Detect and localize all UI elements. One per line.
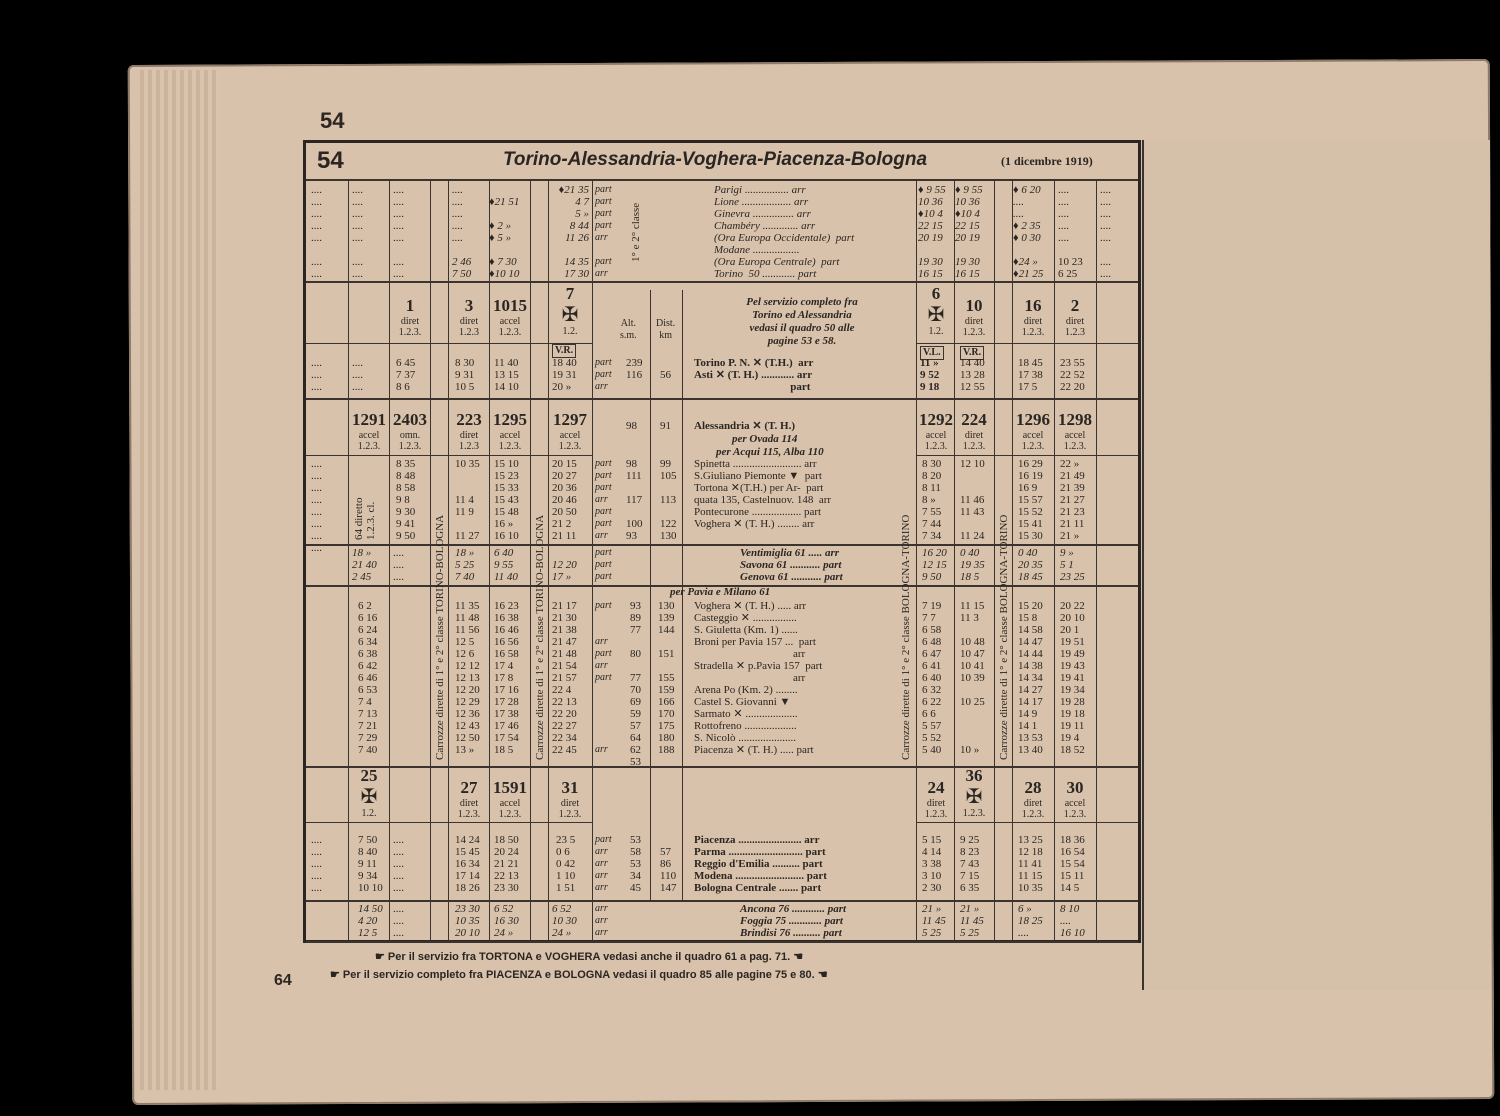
- top-col-2: .... .... .... .... .... .... ....: [352, 184, 363, 280]
- vrule-alt: [650, 290, 651, 900]
- s1-r1: 11 » 9 52 9 18: [920, 357, 940, 393]
- top-col-1: .... .... .... .... .... .... ....: [311, 184, 322, 280]
- s2-alt: 98 111 117 100 93: [626, 458, 643, 542]
- s3-l5: 12 20 17 »: [552, 559, 577, 583]
- s6-r4: 8 10 .... 16 10: [1060, 903, 1085, 939]
- train-number: 24: [927, 778, 945, 797]
- service-note: Pel servizio completo fra Torino ed Alessandria vedasi il quadro 50 alle pagine 53 e 58.: [746, 296, 858, 347]
- train-type: diret 1.2.3: [1065, 316, 1085, 338]
- train-31: [551, 778, 589, 820]
- train-type: diret 1.2.3: [459, 316, 479, 338]
- train-number: 1298: [1058, 410, 1092, 429]
- rule-train-b-l: [306, 455, 593, 456]
- top-class-note: 1° e 2° classe: [630, 202, 642, 262]
- s5-r4: 18 36 16 54 15 54 15 11 14 5: [1060, 834, 1085, 894]
- footnote-text: Per il servizio completo fra PIACENZA e BOLOGNA vedasi il quadro 85 alle pagine 75 e 80.: [342, 969, 815, 981]
- train-1292: [917, 410, 955, 452]
- s1-l6: 18 40 19 31 20 »: [552, 357, 577, 393]
- train-2403: [391, 410, 429, 452]
- train-type: 1.2.: [361, 808, 377, 819]
- vrule: [389, 179, 390, 941]
- top-r3: ♦ 6 20 .... .... ♦ 2 35 ♦ 0 30 ♦24 » ♦21 25: [1013, 184, 1044, 280]
- s2-l6: 20 15 20 27 20 36 20 46 20 50 21 2 21 11: [552, 458, 577, 542]
- train-type: omn. 1.2.3.: [398, 430, 422, 452]
- vrule: [592, 179, 593, 941]
- train-1295: [491, 410, 529, 452]
- s2-diretto-note: [353, 498, 377, 540]
- s4-r2: 11 15 11 3 10 48 10 47 10 41 10 39 10 25 10 »: [960, 600, 985, 756]
- train-number: 28: [1024, 778, 1042, 797]
- s4-km: 130 139 144 151 155 159 166 170 175 180 188: [658, 600, 675, 756]
- s6-r2: 21 » 11 45 5 25: [960, 903, 984, 939]
- s2-r2: 12 10 11 46 11 43 11 24: [960, 458, 985, 542]
- s6-r3: 6 » 18 25 ....: [1018, 903, 1043, 939]
- train-type: diret 1.2.3.: [1021, 316, 1045, 338]
- s4-stations: Voghera ✕ (T. H.) ..... arr Casteggio ✕ ................ S. Giuletta (Km. 1) ...... Broni per Pavia 157 ... part arr Stradella ✕ p.Pavia 157 part arr Arena Po (Km. 2) ........ Castel S. Giovanni ▼ Sarmato ✕ ................... Rottofreno ................... S. Nicolò ..................... Piacenza ✕ (T. H.) ..... part: [694, 600, 823, 756]
- train-number: 2: [1070, 296, 1080, 315]
- s1-l3: 6 45 7 37 8 6: [396, 357, 416, 393]
- pavia-note: per Pavia e Milano 61: [670, 586, 771, 598]
- s2-r1: 8 30 8 20 8 11 8 » 7 55 7 44 7 34: [922, 458, 942, 542]
- vrule: [994, 179, 995, 941]
- train-type: accel 1.2.3.: [498, 430, 522, 452]
- s4-l5: 21 17 21 30 21 38 21 47 21 48 21 54 21 57 22 4 22 13 22 20 22 27 22 34 22 45: [552, 600, 577, 756]
- s5-l0: .... .... .... .... ....: [311, 834, 322, 894]
- s3-l1: 18 » 21 40 2 45: [352, 547, 377, 583]
- s2-r4: 22 » 21 49 21 39 21 27 21 23 21 11 21 »: [1060, 458, 1085, 542]
- train-1298: [1056, 410, 1094, 452]
- s2-stations: Spinetta ......................... arr S.Giuliano Piemonte ▼ part Tortona ✕(T.H.) per Ar- part quata 135, Castelnuov. 148 arr Pontecurone .................. part Voghera ✕ (T. H.) ........ arr: [694, 458, 832, 530]
- train-number: 1591: [493, 778, 527, 797]
- train-1: [391, 296, 429, 338]
- crossed-axes-icon: ✠: [927, 304, 945, 326]
- note-text: 64 diretto 1.2.3. cl.: [353, 497, 377, 540]
- alessandria-station: Alessandria ✕ (T. H.): [694, 420, 795, 432]
- s4-l3: 11 35 11 48 11 56 12 5 12 6 12 12 12 13 12 20 12 29 12 36 12 43 12 50 13 »: [455, 600, 480, 756]
- train-number: 31: [561, 778, 579, 797]
- pointing-hand-icon: ☚: [790, 951, 804, 963]
- class-note-right-1: Carrozze dirette di 1° e 2° classe BOLOGNA-TORINO: [998, 514, 1010, 760]
- s6-l2: .... .... ....: [393, 903, 404, 939]
- class-note-right-2: Carrozze dirette di 1° e 2° classe BOLOGNA-TORINO: [900, 514, 912, 760]
- s1-l5: 11 40 13 15 14 10: [494, 357, 519, 393]
- crossed-axes-icon: ✠: [360, 786, 378, 808]
- vrule: [489, 179, 490, 941]
- train-number: 224: [961, 410, 987, 429]
- train-number: 16: [1024, 296, 1042, 315]
- s4-r3: 15 20 15 8 14 58 14 47 14 44 14 38 14 34 14 27 14 17 14 9 14 1 13 53 13 40: [1018, 600, 1043, 756]
- s6-l4: 6 52 16 30 24 »: [494, 903, 519, 939]
- vrule: [448, 179, 449, 941]
- rule-train-c-r: [916, 822, 1138, 823]
- train-type: 1.2.3.: [962, 808, 986, 819]
- top-r1: ♦ 9 55 10 36 ♦10 4 22 15 20 19 19 30 16 15: [918, 184, 946, 280]
- train-type: diret 1.2.3.: [457, 798, 481, 820]
- train-24: [917, 778, 955, 820]
- s2-part-arr: part part part arr part part arr: [595, 458, 612, 541]
- s6-l3: 23 30 10 35 20 10: [455, 903, 480, 939]
- s3-r3: 0 40 20 35 18 45: [1018, 547, 1043, 583]
- train-30: [1056, 778, 1094, 820]
- rule-train-head-l: [306, 343, 593, 344]
- dist-header: Dist. km: [656, 318, 676, 341]
- top-stations: Parigi ................ arr Lione .................. arr Ginevra ............... arr Chambéry ............. arr (Ora Europa Occidentale) part Modane ................. (Ora Europa Centrale) part Torino 50 ............ part: [714, 184, 855, 280]
- train-type: diret 1.2.3.: [962, 430, 986, 452]
- footnote-piacenza: [330, 968, 828, 981]
- top-col-4: .... .... .... .... .... 2 46 7 50: [452, 184, 472, 280]
- train-223: [450, 410, 488, 452]
- top-r2: ♦ 9 55 10 36 ♦10 4 22 15 20 19 19 30 16 15: [955, 184, 983, 280]
- train-16: [1014, 296, 1052, 338]
- s2-km: 99 105 113 122 130: [660, 458, 677, 542]
- alessandria-alt: 98: [626, 420, 637, 432]
- s1-km: 56: [660, 369, 671, 381]
- train-1591: [491, 778, 529, 820]
- s4-alt: 93 89 77 80 77 70 69 59 57 64 62 53: [630, 600, 641, 768]
- s1-l4: 8 30 9 31 10 5: [455, 357, 475, 393]
- s4-part-arr: part arr part arr part arr: [595, 600, 612, 755]
- s2-l3: 8 35 8 48 8 58 9 8 9 30 9 41 9 50: [396, 458, 416, 542]
- s4-r1: 7 19 7 7 6 58 6 48 6 47 6 41 6 40 6 32 6 22 6 6 5 57 5 52 5 40: [922, 600, 942, 756]
- vr-badge: V.R.: [552, 344, 576, 358]
- route-title: Torino-Alessandria-Voghera-Piacenza-Bologna: [503, 149, 928, 170]
- train-10: [955, 296, 993, 338]
- s6-l1: 14 50 4 20 12 5: [358, 903, 383, 939]
- train-1291: [350, 410, 388, 452]
- s2-l1: .... .... .... .... .... .... .... ....: [311, 458, 322, 554]
- train-type: accel 1.2.3.: [357, 430, 381, 452]
- train-number: 6: [931, 284, 941, 303]
- train-number: 2403: [393, 410, 427, 429]
- class-note-left-1: Carrozze dirette di 1° e 2° classe TORINO-BOLOGNA: [434, 514, 446, 760]
- train-type: accel 1.2.3.: [558, 430, 582, 452]
- train-number: 7: [565, 284, 575, 303]
- s5-l3: 14 24 15 45 16 34 17 14 18 26: [455, 834, 480, 894]
- s3-stations: Ventimiglia 61 ..... arr Savona 61 ........... part Genova 61 ........... part: [740, 547, 843, 583]
- vrule: [1012, 179, 1013, 941]
- s5-r1: 5 15 4 14 3 38 3 10 2 30: [922, 834, 942, 894]
- s5-l4: 18 50 20 24 21 21 22 13 23 30: [494, 834, 519, 894]
- train-number: 1015: [493, 296, 527, 315]
- s3-l2: .... .... ....: [393, 547, 404, 583]
- crossed-axes-icon: ✠: [561, 304, 579, 326]
- train-type: diret 1.2.3: [459, 430, 479, 452]
- rule-train-b-r: [916, 455, 1138, 456]
- rule-train-head-r: [916, 343, 1138, 344]
- train-number: 1292: [919, 410, 953, 429]
- train-number: 1296: [1016, 410, 1050, 429]
- train-7: [551, 284, 589, 337]
- train-type: accel 1.2.3.: [1063, 798, 1087, 820]
- s1-r3: 18 45 17 38 17 5: [1018, 357, 1043, 393]
- s5-km: 57 86 110 147: [660, 846, 677, 894]
- s3-l4: 6 40 9 55 11 40: [494, 547, 518, 583]
- top-col-3: .... .... .... .... .... .... ....: [393, 184, 404, 280]
- train-type: diret 1.2.3.: [1021, 798, 1045, 820]
- s1-l2: .... .... ....: [352, 357, 363, 393]
- train-6: [917, 284, 955, 337]
- s2-l5: 15 10 15 23 15 33 15 43 15 48 16 » 16 10: [494, 458, 519, 542]
- timetable-header: [303, 143, 1141, 179]
- s5-r3: 13 25 12 18 11 41 11 15 10 35: [1018, 834, 1043, 894]
- train-number: 25: [360, 766, 378, 785]
- s5-l1: 7 50 8 40 9 11 9 34 10 10: [358, 834, 383, 894]
- vl-badge: V.L.: [920, 346, 944, 360]
- top-r5: .... .... .... .... .... .... ....: [1100, 184, 1111, 280]
- train-25: [350, 766, 388, 819]
- s2-l4: 10 35 11 4 11 9 11 27: [455, 458, 480, 542]
- s1-part-arr: part part arr: [595, 357, 612, 392]
- edition-date: (1 dicembre 1919): [1001, 154, 1093, 168]
- class-note-left-2: Carrozze dirette di 1° e 2° classe TORINO-BOLOGNA: [534, 514, 546, 760]
- s5-stations: Piacenza ....................... arr Parma ........................... part Reggio d'Emilia .......... part Modena ......................... part Bologna Centrale ....... part: [694, 834, 827, 894]
- train-2: [1056, 296, 1094, 338]
- alessandria-ovada: per Ovada 114: [732, 433, 798, 445]
- vrule: [348, 179, 349, 941]
- train-3: [450, 296, 488, 338]
- s3-part: part part part: [595, 547, 612, 582]
- train-number: 30: [1066, 778, 1084, 797]
- alessandria-km: 91: [660, 420, 671, 432]
- s1-stations: Torino P. N. ✕ (T.H.) arr Asti ✕ (T. H.) ............ arr part: [694, 357, 814, 393]
- s6-stations: Ancona 76 ............ part Foggia 75 ............ part Brindisi 76 .......... part: [740, 903, 847, 939]
- s5-l2: .... .... .... .... ....: [393, 834, 404, 894]
- s1-l1: .... .... ....: [311, 357, 322, 393]
- train-number: 36: [965, 766, 983, 785]
- s1-r4: 23 55 22 52 22 20: [1060, 357, 1085, 393]
- s3-l3: 18 » 5 25 7 40: [455, 547, 475, 583]
- train-type: diret 1.2.3.: [924, 798, 948, 820]
- footnote-text: Per il servizio fra TORTONA e VOGHERA vedasi anche il quadro 61 a pag. 71.: [387, 951, 791, 963]
- train-type: diret 1.2.3.: [398, 316, 422, 338]
- side-number: 64: [274, 972, 292, 989]
- alt-header: Alt. s.m.: [620, 318, 637, 341]
- s1-r2: 14 40 13 28 12 55: [960, 357, 985, 393]
- s6-l5: 6 52 10 30 24 »: [552, 903, 577, 939]
- train-number: 10: [965, 296, 983, 315]
- top-col-6: ♦21 35 4 7 5 » 8 44 11 26 14 35 17 30: [558, 184, 589, 280]
- s4-l1: 6 2 6 16 6 24 6 34 6 38 6 42 6 46 6 53 7 4 7 13 7 21 7 29 7 40: [358, 600, 378, 756]
- pointing-hand-icon: ☛: [375, 951, 388, 963]
- train-type: accel 1.2.3.: [1063, 430, 1087, 452]
- s5-part-arr: part arr arr arr arr: [595, 834, 612, 893]
- train-type: diret 1.2.3.: [962, 316, 986, 338]
- s6-r1: 21 » 11 45 5 25: [922, 903, 946, 939]
- crossed-axes-icon: ✠: [965, 786, 983, 808]
- page-number: 54: [320, 108, 345, 133]
- s4-r4: 20 22 20 10 20 1 19 51 19 49 19 43 19 41 19 34 19 28 19 18 19 11 19 4 18 52: [1060, 600, 1085, 756]
- train-28: [1014, 778, 1052, 820]
- s5-alt: 53 58 53 34 45: [630, 834, 641, 894]
- train-type: diret 1.2.3.: [558, 798, 582, 820]
- train-number: 1: [405, 296, 415, 315]
- s3-r2: 0 40 19 35 18 5: [960, 547, 985, 583]
- vrule: [1096, 179, 1097, 941]
- s6-arr: arr arr arr: [595, 903, 608, 938]
- vrule: [430, 179, 431, 941]
- pointing-hand-icon: ☚: [814, 969, 828, 981]
- train-1296: [1014, 410, 1052, 452]
- top-col-5: ♦21 51 ♦ 2 » ♦ 5 » ♦ 7 30 ♦10 10: [489, 196, 520, 280]
- vrule: [1054, 179, 1055, 941]
- train-type: accel 1.2.3.: [498, 798, 522, 820]
- rule-bottom: [306, 941, 1138, 943]
- s2-r3: 16 29 16 19 16 9 15 57 15 52 15 41 15 30: [1018, 458, 1043, 542]
- rule-train-c-l: [306, 822, 593, 823]
- train-36: [955, 766, 993, 819]
- footnote-tortona: [375, 950, 803, 963]
- s5-r2: 9 25 8 23 7 43 7 15 6 35: [960, 834, 980, 894]
- train-type: 1.2.: [562, 326, 578, 337]
- train-1297: [551, 410, 589, 452]
- page-edge-stack: [140, 70, 220, 1090]
- train-number: 223: [456, 410, 482, 429]
- s5-l5: 23 5 0 6 0 42 1 10 1 51: [556, 834, 576, 894]
- train-number: 1291: [352, 410, 386, 429]
- train-type: accel 1.2.3.: [924, 430, 948, 452]
- train-type: accel 1.2.3.: [498, 316, 522, 338]
- s3-r1: 16 20 12 15 9 50: [922, 547, 947, 583]
- train-224: [955, 410, 993, 452]
- train-type: accel 1.2.3.: [1021, 430, 1045, 452]
- train-number: 1295: [493, 410, 527, 429]
- vrule: [548, 179, 549, 941]
- s1-alt: 239 116: [626, 357, 643, 381]
- top-part-arr: part part part part arr part arr: [595, 184, 612, 279]
- s4-l4: 16 23 16 38 16 46 16 56 16 58 17 4 17 8 17 16 17 28 17 38 17 46 17 54 18 5: [494, 600, 519, 756]
- train-1015: [491, 296, 529, 338]
- table-number: 54: [317, 147, 344, 174]
- top-r4: .... .... .... .... .... 10 23 6 25: [1058, 184, 1083, 280]
- alessandria-acqui: per Acqui 115, Alba 110: [716, 446, 824, 458]
- pointing-hand-icon: ☛: [330, 969, 343, 981]
- train-27: [450, 778, 488, 820]
- train-number: 27: [460, 778, 478, 797]
- facing-page-blank: [1142, 140, 1490, 990]
- vrule: [530, 179, 531, 941]
- train-type: 1.2.: [928, 326, 944, 337]
- train-number: 1297: [553, 410, 587, 429]
- vr-badge: V.R.: [960, 346, 984, 360]
- train-number: 3: [464, 296, 474, 315]
- s3-r4: 9 » 5 1 23 25: [1060, 547, 1085, 583]
